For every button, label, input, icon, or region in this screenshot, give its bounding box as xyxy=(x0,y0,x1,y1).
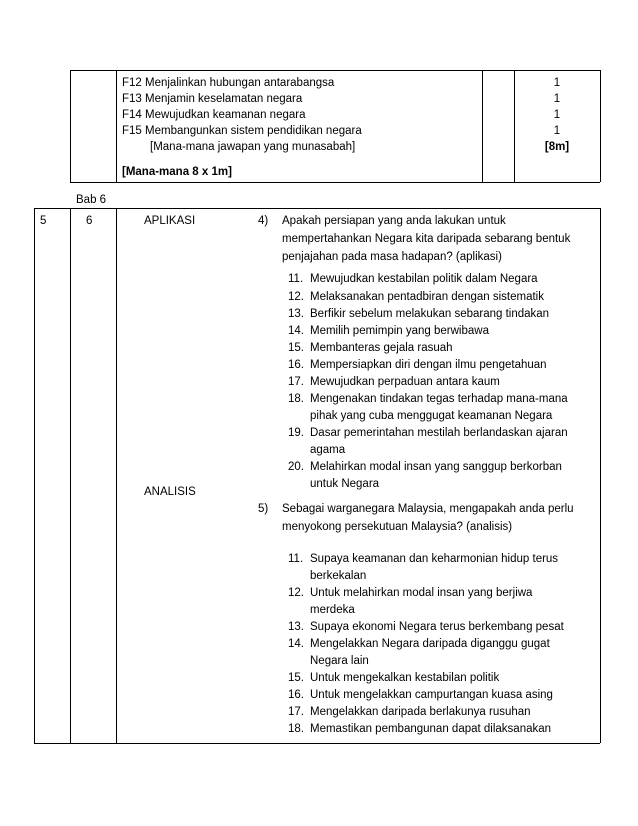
mark-value: 1 xyxy=(553,77,561,89)
table-border-right xyxy=(600,208,601,743)
answer-item: 20. Melahirkan modal insan yang sanggup berkorban xyxy=(288,461,562,473)
answer-item: 16. Untuk mengelakkan campurtangan kuasa asing xyxy=(288,689,553,701)
table-border-top xyxy=(70,70,600,71)
answer-continuation: Negara lain xyxy=(310,655,369,667)
mark-value: 1 xyxy=(553,109,561,121)
level-label-analisis: ANALISIS xyxy=(144,486,196,498)
list-item: F15 Membangunkan sistem pendidikan negara xyxy=(122,125,362,137)
list-item: F13 Menjamin keselamatan negara xyxy=(122,93,303,105)
row-number: 5 xyxy=(40,215,47,227)
answer-item: 18. Mengenakan tindakan tegas terhadap mana-mana xyxy=(288,393,568,405)
question-number: 5) xyxy=(258,503,269,515)
list-item: F12 Menjalinkan hubungan antarabangsa xyxy=(122,77,335,89)
table-col-divider xyxy=(116,70,117,182)
note-text: [Mana-mana jawapan yang munasabah] xyxy=(150,141,356,153)
answer-continuation: untuk Negara xyxy=(310,478,380,490)
table-border-left xyxy=(34,208,35,743)
footer-text: [Mana-mana 8 x 1m] xyxy=(122,166,232,178)
mark-value: 1 xyxy=(553,93,561,105)
answer-continuation: pihak yang cuba menggugat keamanan Negara xyxy=(310,410,553,422)
question-text: mempertahankan Negara kita daripada sebarang bentuk xyxy=(282,233,571,245)
answer-item: 11. Supaya keamanan dan keharmonian hidup terus xyxy=(288,553,559,565)
answer-continuation: merdeka xyxy=(310,604,355,616)
question-text: Sebagai warganegara Malaysia, mengapakah anda perlu xyxy=(282,503,574,515)
answer-item: 13. Berfikir sebelum melakukan sebarang tindakan xyxy=(288,308,550,320)
list-item: F14 Mewujudkan keamanan negara xyxy=(122,109,306,121)
answer-item: 12. Melaksanakan pentadbiran dengan sistematik xyxy=(288,291,544,303)
chapter-label: Bab 6 xyxy=(76,194,107,206)
answer-item: 16. Mempersiapkan diri dengan ilmu pengetahuan xyxy=(288,359,547,371)
answer-continuation: berkekalan xyxy=(310,570,367,582)
answer-item: 17. Mewujudkan perpaduan antara kaum xyxy=(288,376,500,388)
answer-item: 19. Dasar pemerintahan mestilah berlandaskan ajaran xyxy=(288,427,568,439)
answer-item: 12. Untuk melahirkan modal insan yang berjiwa xyxy=(288,587,533,599)
answer-item: 14. Mengelakkan Negara daripada diganggu gugat xyxy=(288,638,550,650)
total-marks: [8m] xyxy=(544,141,570,153)
level-label-aplikasi: APLIKASI xyxy=(144,215,196,227)
answer-item: 18. Memastikan pembangunan dapat dilaksanakan xyxy=(288,723,552,735)
answer-item: 13. Supaya ekonomi Negara terus berkembang pesat xyxy=(288,621,564,633)
table-border-left xyxy=(70,70,71,182)
table-col-divider xyxy=(70,208,71,743)
table-border-bottom xyxy=(70,182,600,183)
question-text: Apakah persiapan yang anda lakukan untuk xyxy=(282,215,506,227)
answer-continuation: agama xyxy=(310,444,346,456)
question-text: menyokong persekutuan Malaysia? (analisis) xyxy=(282,521,513,533)
question-text: penjajahan pada masa hadapan? (aplikasi) xyxy=(282,251,502,263)
answer-item: 15. Membanteras gejala rasuah xyxy=(288,342,453,354)
table-col-divider xyxy=(116,208,117,743)
table-border-top xyxy=(34,208,600,209)
answer-item: 17. Mengelakkan daripada berlakunya rusuhan xyxy=(288,706,531,718)
answer-item: 11. Mewujudkan kestabilan politik dalam Negara xyxy=(288,273,538,285)
table-border-right xyxy=(600,70,601,182)
answer-item: 15. Untuk mengekalkan kestabilan politik xyxy=(288,672,500,684)
table-border-bottom xyxy=(34,743,600,744)
mark-value: 1 xyxy=(553,125,561,137)
table-col-divider xyxy=(482,70,483,182)
question-number: 4) xyxy=(258,215,269,227)
answer-item: 14. Memilih pemimpin yang berwibawa xyxy=(288,325,489,337)
chapter-number: 6 xyxy=(86,215,93,227)
